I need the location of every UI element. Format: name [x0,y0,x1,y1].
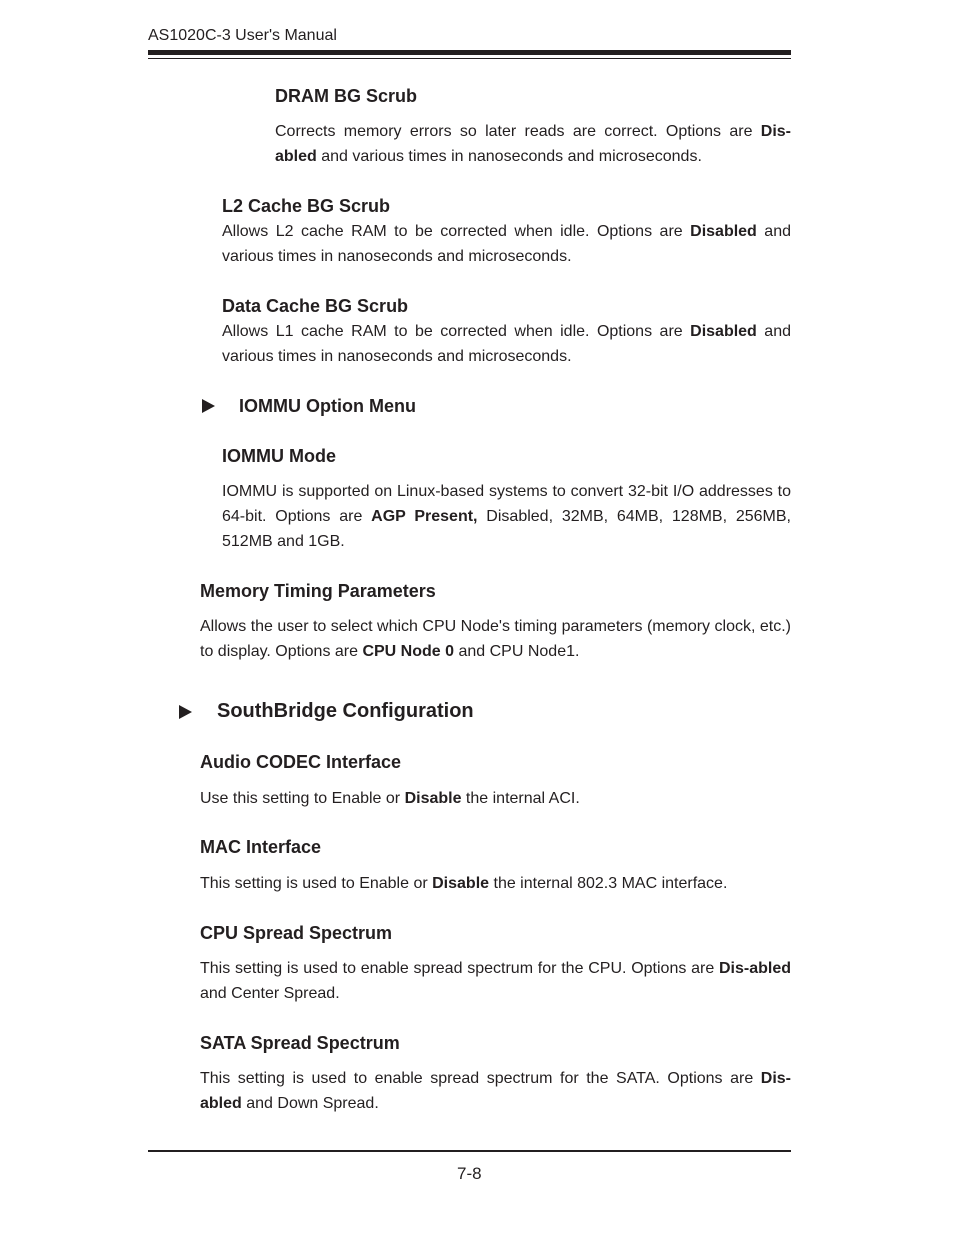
data-cache-bg-scrub-description [222,319,791,369]
iommu-mode-heading: IOMMU Mode [222,446,336,466]
mac-interface-heading: MAC Interface [200,837,322,857]
mac-interface-description [200,871,791,896]
cpuspread-text-rest: and Center Spread. [200,985,340,1002]
manual-title: AS1020C-3 User's Manual [148,27,337,44]
l2-cache-bg-scrub-heading: L2 Cache BG Scrub [222,196,391,216]
datacache-text: Allows L1 cache RAM to be corrected when idle. Options are [222,323,691,340]
dram-text-rest: and various times in nanoseconds and microseconds. [316,148,702,165]
cpuspread-default-option: Dis-abled [718,960,791,977]
audio-text: Use this setting to Enable or [200,790,405,807]
sataspread-text-rest: and Down Spread. [241,1095,379,1112]
iommu-text-rest: Disabled, 32MB, 64MB, 128MB, 256MB, 512MB and 1GB. [222,508,792,550]
dram-default-option: Dis-abled [275,123,791,165]
data-cache-bg-scrub-heading: Data Cache BG Scrub [222,296,409,316]
l2-default-option: Disabled [690,223,757,240]
southbridge-configuration-heading: SouthBridge Configuration [217,700,474,722]
dram-bg-scrub-heading: DRAM BG Scrub [275,86,418,106]
iommu-option-menu-heading: IOMMU Option Menu [239,396,416,416]
sataspread-default-option: Dis-abled [200,1070,791,1112]
l2-text: Allows L2 cache RAM to be corrected when idle. Options are [222,223,691,240]
memory-timing-parameters-description [200,614,791,664]
audio-codec-interface-heading: Audio CODEC Interface [200,752,402,772]
l2-cache-bg-scrub-description [222,219,791,269]
iommu-mode-description [222,479,791,554]
mac-default-option: Disable [432,875,490,892]
memtiming-text-rest: and CPU Node1. [454,643,580,660]
cpuspread-text: This setting is used to enable spread spectrum for the CPU. Options are [200,960,719,977]
audio-text-rest: the internal ACI. [461,790,580,807]
page-number: 7-8 [457,1164,482,1183]
iommu-text: IOMMU is supported on Linux-based systems to convert 32-bit I/O addresses to 64-bit. Options are [222,483,791,525]
submenu-arrow-icon [202,399,215,413]
datacache-default-option: Disabled [690,323,757,340]
submenu-arrow-icon [179,705,192,719]
cpu-spread-spectrum-description [200,956,791,1006]
sata-spread-spectrum-heading: SATA Spread Spectrum [200,1033,400,1053]
memtiming-default-option: CPU Node 0 [362,643,455,660]
dram-bg-scrub-description [275,119,791,169]
datacache-text-rest: and various times in nanoseconds and microseconds. [222,323,791,365]
dram-text: Corrects memory errors so later reads are correct. Options are [275,123,761,140]
l2-text-rest: and various times in nanoseconds and microseconds. [222,223,791,265]
header-rule-thin [148,58,791,59]
audio-codec-interface-description [200,786,791,811]
mac-text: This setting is used to Enable or [200,875,433,892]
footer-rule [148,1150,791,1152]
iommu-default-option: AGP Present, [371,508,478,525]
sataspread-text: This setting is used to enable spread spectrum for the SATA. Options are [200,1070,761,1087]
header-rule-thick [148,50,791,55]
audio-default-option: Disable [404,790,462,807]
memory-timing-parameters-heading: Memory Timing Parameters [200,581,436,601]
memtiming-text: Allows the user to select which CPU Node's timing parameters (memory clock, etc.) to display. Options are [200,618,791,660]
sata-spread-spectrum-description [200,1066,791,1116]
mac-text-rest: the internal 802.3 MAC interface. [489,875,728,892]
cpu-spread-spectrum-heading: CPU Spread Spectrum [200,923,393,943]
